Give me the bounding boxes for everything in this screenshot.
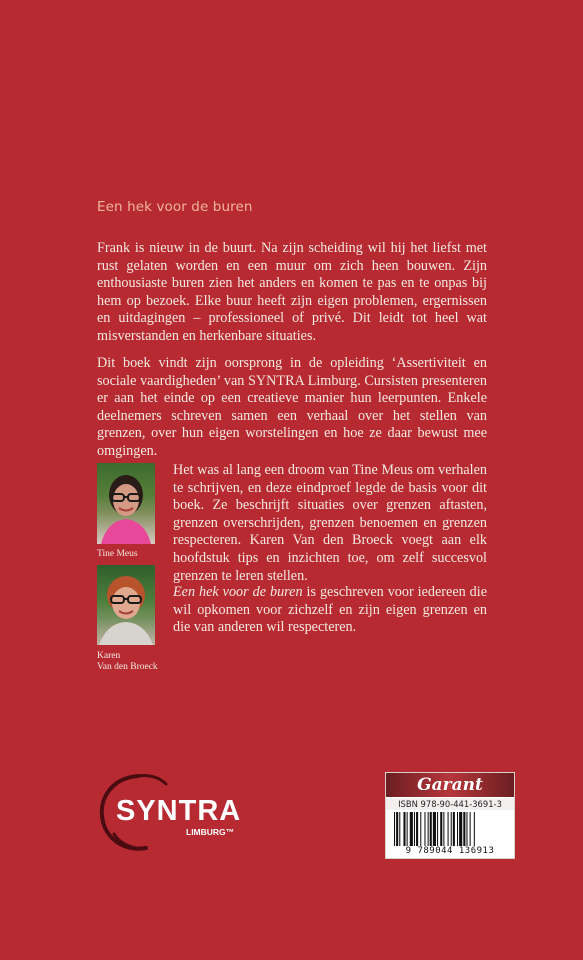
barcode-bars — [392, 812, 510, 846]
blurb-paragraph-1: Frank is nieuw in de buurt. Na zijn scheiding wil hij het liefst met rust gelaten worden en een muur om zich heen bouwen. Zijn enthousiaste buren zien het anders en komen te pas en te onpas bij hem op bezoek. Elke buur heeft zijn eigen problemen, ergernissen en uitdagingen – professioneel of privé. Dit leidt tot heel wat misverstanden en herkenbare situaties. — [97, 240, 487, 344]
author-caption-2 — [97, 651, 158, 673]
book-subtitle: Een hek voor de buren — [97, 199, 253, 215]
isbn-number: ISBN 978-90-441-3691-3 — [386, 798, 514, 810]
blurb-paragraph-3: Het was al lang een droom van Tine Meus om verhalen te schrijven, en deze eindproef legde de basis voor dit boek. Ze beschrijft situaties over grenzen aftasten, grenzen overschrijden, grenzen benoemen en grenzen respecteren. Karen Van den Broeck voegt aan elk hoofdstuk tips en inzichten toe, om zelf succesvol grenzen te leren stellen. — [173, 462, 487, 584]
garant-logo: Garant — [386, 773, 514, 797]
author-caption-2-line1: Karen — [97, 651, 121, 661]
barcode-block — [385, 772, 515, 859]
barcode-digits: 9 789044 136913 — [405, 846, 495, 856]
logo-syntra-text: SYNTRA — [116, 795, 242, 827]
blurb-paragraph-2: Dit boek vindt zijn oorsprong in de opleiding ‘Assertiviteit en sociale vaardigheden’ van SYNTRA Limburg. Cursisten presenteren er aan het einde op een creatieve manier hun leerpunten. Enkele deelnemers schreven samen een verhaal over het stellen van grenzen, over hun eigen worstelingen en hoe ze daar bewust mee omgingen. — [97, 355, 487, 459]
blurb-paragraph-4 — [173, 584, 487, 637]
author-photo-karen-van-den-broeck — [97, 565, 155, 645]
author-photo-tine-meus — [97, 463, 155, 544]
author-caption-1: Tine Meus — [97, 549, 138, 559]
blurb-paragraph-4-rest: is geschreven voor iedereen die wil opkomen voor zichzelf en zijn eigen grenzen en die van anderen wil respecteren. — [173, 584, 488, 636]
logo-limburg-text: LIMBURG™ — [186, 827, 235, 837]
author-caption-2-line2: Van den Broeck — [97, 662, 158, 672]
syntra-limburg-logo — [94, 768, 254, 854]
book-title-italic: Een hek voor de buren — [173, 584, 303, 600]
